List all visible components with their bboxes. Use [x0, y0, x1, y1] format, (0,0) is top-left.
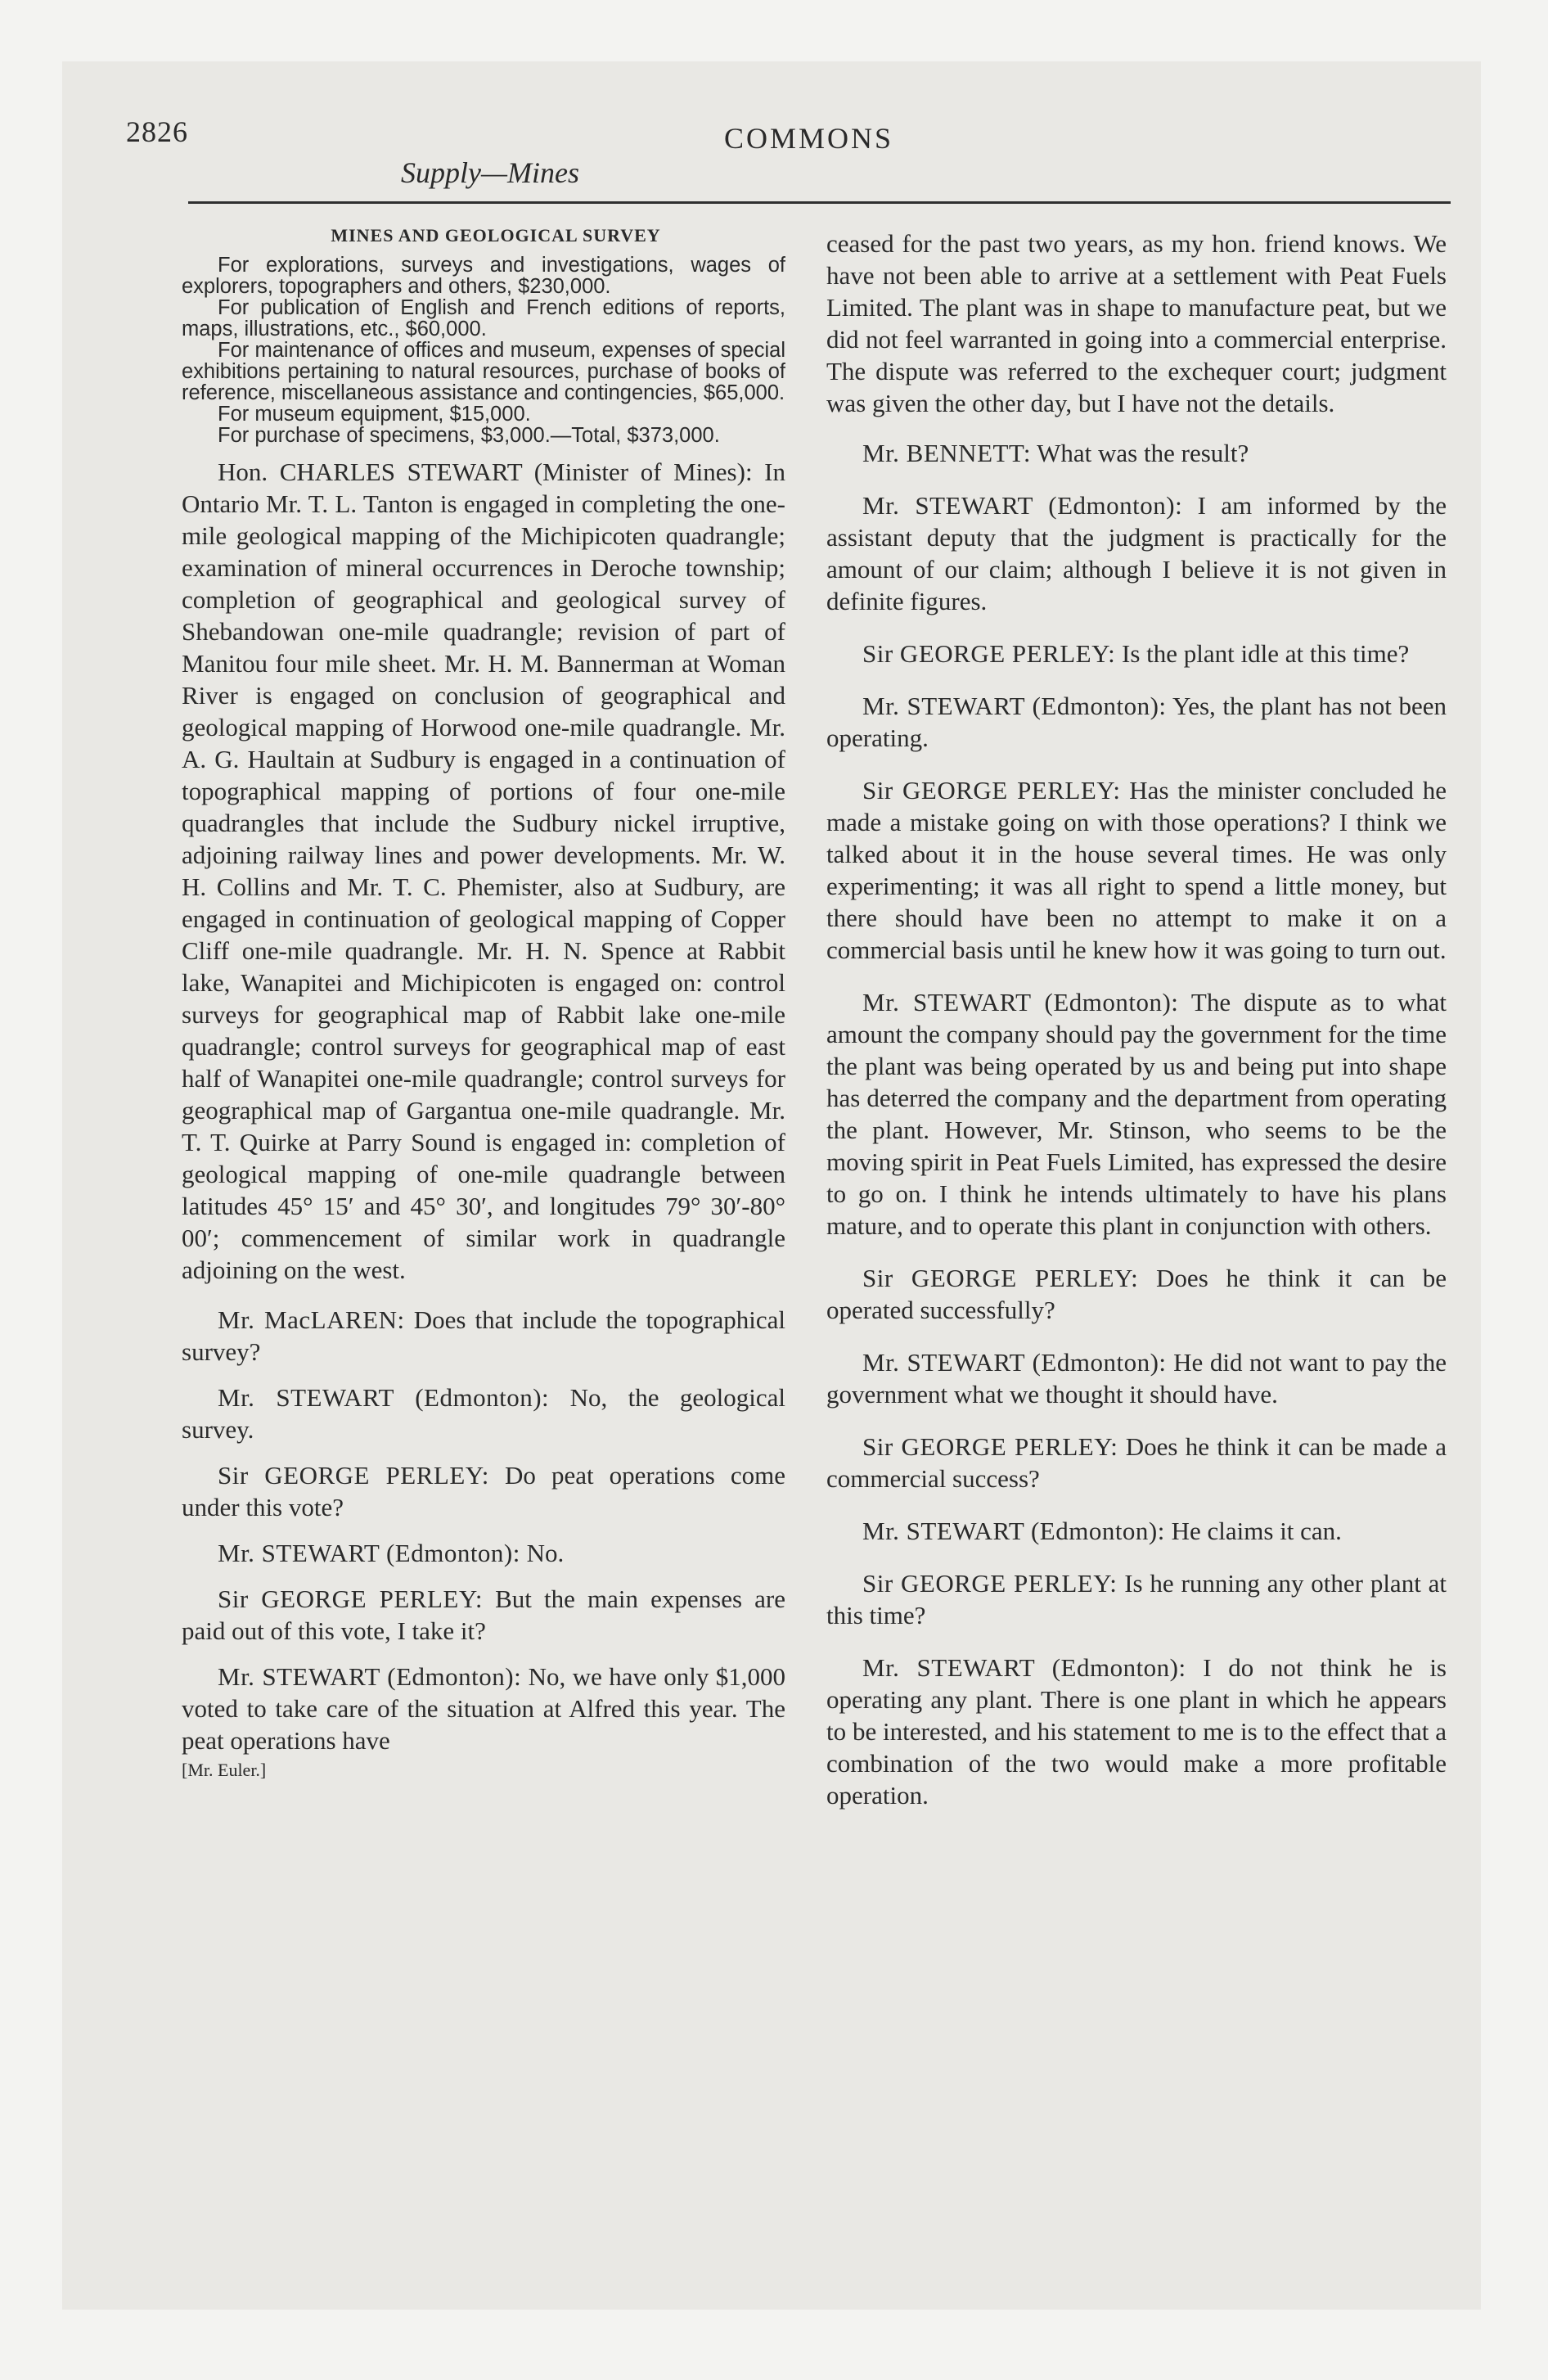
estimates-title: MINES AND GEOLOGICAL SURVEY — [331, 225, 661, 246]
continuation-paragraph: ceased for the past two years, as my hon. friend knows. We have not been able to arrive at a settlement with Peat Fuels Limited. The plant was in shape to manufacture peat, but we did not feel warranted in going into a commercial enterprise. The dispute was referred to the exchequer court; judgment was given the other day, but I have not the details. — [826, 229, 1447, 417]
speech-text: Does he think it can be operated successfully? — [826, 1264, 1447, 1324]
speech-text: Does he think it can be made a commercial success? — [826, 1432, 1447, 1493]
speaker-name: Mr. STEWART (Edmonton): — [218, 1383, 550, 1412]
speaker-name: Sir GEORGE PERLEY: — [218, 1461, 489, 1490]
speech-text: No, we have only $1,000 voted to take care of the situation at Alfred this year. The peat operations have — [182, 1662, 785, 1755]
speaker-name: Sir GEORGE PERLEY: — [218, 1584, 483, 1613]
speech-paragraph — [826, 1567, 1447, 1631]
estimate-item: For museum equipment, $15,000. — [218, 403, 531, 426]
speech-paragraph — [826, 638, 1447, 669]
speech-text: The dispute as to what amount the company should pay the government for the time the plant was being operated by us and being put into shape has deterred the company and the department from operating the plant. However, Mr. Stinson, who seems to be the moving spirit in Peat Fuels Limited, has expressed the desire to go on. I think he intends ultimately to have his plans mature, and to operate this plant in conjunction with others. — [826, 988, 1447, 1240]
speaker-name: Mr. STEWART (Edmonton): — [862, 1348, 1167, 1377]
speech-paragraph — [182, 1661, 785, 1756]
page-footer: [Mr. Euler.] — [182, 1760, 267, 1780]
speech-text: No, the geological survey. — [182, 1383, 785, 1444]
speech-paragraph — [182, 1304, 785, 1368]
speaker-name: Mr. STEWART (Edmonton): — [218, 1662, 522, 1691]
estimate-item: For explorations, surveys and investigations, wages of explorers, topographers and others, $230,000. — [182, 254, 785, 298]
speech-text: I am informed by the assistant deputy that the judgment is practically for the amount of our claim; although I believe it is not given in definite figures. — [826, 491, 1447, 615]
right-column — [826, 228, 1447, 1832]
speech-paragraph — [182, 1583, 785, 1647]
speaker-name: Mr. BENNETT: — [862, 439, 1031, 467]
estimate-item: For maintenance of offices and museum, expenses of special exhibitions pertaining to natural resources, purchase of books of reference, miscellaneous assistance and contingencies, $65,000. — [182, 339, 785, 404]
speech-text: Does that include the topographical survey? — [182, 1305, 785, 1366]
speech-text: Is he running any other plant at this time? — [826, 1569, 1447, 1629]
speaker-name: Sir GEORGE PERLEY: — [862, 776, 1121, 805]
speaker-name: Mr. STEWART (Edmonton): — [862, 988, 1179, 1016]
speaker-name: Mr. STEWART (Edmonton): — [862, 692, 1167, 720]
speaker-name: Mr. MacLAREN: — [218, 1305, 405, 1334]
speech-text: He claims it can. — [1171, 1517, 1342, 1545]
speech-text: Has the minister concluded he made a mistake going on with those operations? I think we talked about it in the house several times. He was only experimenting; it was all right to spend a little money, but there should have been no attempt to make it on a commercial basis until he knew how it was going to turn out. — [826, 776, 1447, 964]
header-rule — [188, 201, 1451, 204]
speaker-name: Sir GEORGE PERLEY: — [862, 1432, 1118, 1461]
speech-text: He did not want to pay the government what we thought it should have. — [826, 1348, 1447, 1409]
speech-paragraph — [826, 1515, 1447, 1547]
speech-paragraph — [826, 690, 1447, 754]
page-number: 2826 — [126, 115, 188, 148]
left-column — [182, 225, 785, 1781]
speech-paragraph — [826, 986, 1447, 1242]
speaker-name: Sir GEORGE PERLEY: — [862, 1264, 1139, 1292]
speaker-name: Mr. STEWART (Edmonton): — [862, 491, 1183, 520]
minister-statement: Hon. CHARLES STEWART (Minister of Mines): In Ontario Mr. T. L. Tanton is engaged in completing the one-mile geological mapping of the Michipicoten quadrangle; examination of mineral occurrences in Deroche township; completion of geographical and geological survey of Shebandowan one-mile quadrangle; revision of part of Manitou four mile sheet. Mr. H. M. Bannerman at Woman River is engaged on conclusion of geographical and geological mapping of Horwood one-mile quadrangle. Mr. A. G. Haultain at Sudbury is engaged in a continuation of topographical mapping of portions of four one-mile quadrangles that include the Sudbury nickel irruptive, adjoining railway lines and power developments. Mr. W. H. Collins and Mr. T. C. Phemister, also at Sudbury, are engaged in continuation of geological mapping of Copper Cliff one-mile quadrangle. Mr. H. N. Spence at Rabbit lake, Wanapitei and Michipicoten is engaged on: control surveys for geographical map of Rabbit lake one-mile quadrangle; control surveys for geographical map of east half of Wanapitei one-mile quadrangle; control surveys for geographical map of Gargantua one-mile quadrangle. Mr. T. T. Quirke at Parry Sound is engaged in: completion of geological mapping of one-mile quadrangle between latitudes 45° 15′ and 45° 30′, and longitudes 79° 30′-80° 00′; commencement of similar work in quadrangle adjoining on the west. — [182, 458, 785, 1284]
speech-text: Yes, the plant has not been operating. — [826, 692, 1447, 752]
speech-text: Is the plant idle at this time? — [1122, 639, 1410, 668]
speech-text: What was the result? — [1037, 439, 1249, 467]
speech-paragraph — [182, 1459, 785, 1523]
speaker-name: Sir GEORGE PERLEY: — [862, 1569, 1118, 1598]
estimate-item: For publication of English and French editions of reports, maps, illustrations, etc., $60,000. — [182, 296, 785, 340]
speaker-name: Sir GEORGE PERLEY: — [862, 639, 1116, 668]
speech-paragraph — [826, 774, 1447, 966]
speaker-name: Mr. STEWART (Edmonton): — [218, 1539, 520, 1567]
speech-text: No. — [526, 1539, 565, 1567]
speech-paragraph — [826, 1431, 1447, 1494]
running-title: COMMONS — [724, 122, 894, 155]
speech-paragraph — [826, 1652, 1447, 1811]
speech-text: Do peat operations come under this vote? — [182, 1461, 786, 1521]
speech-paragraph — [826, 1262, 1447, 1326]
estimate-item: For purchase of specimens, $3,000.—Total, $373,000. — [218, 424, 720, 447]
section-subtitle: Supply—Mines — [401, 156, 579, 189]
speech-paragraph — [826, 489, 1447, 617]
speech-text: I do not think he is operating any plant. There is one plant in which he appears to be interested, and his statement to me is to the effect that a combination of the two would make a more profitable operation. — [826, 1653, 1447, 1810]
speech-paragraph — [182, 1382, 785, 1445]
speech-text: But the main expenses are paid out of this vote, I take it? — [182, 1584, 785, 1645]
speech-paragraph — [182, 1537, 785, 1569]
speech-paragraph — [826, 1346, 1447, 1410]
speaker-name: Mr. STEWART (Edmonton): — [862, 1653, 1186, 1682]
speech-paragraph — [826, 437, 1447, 469]
speaker-name: Mr. STEWART (Edmonton): — [862, 1517, 1165, 1545]
